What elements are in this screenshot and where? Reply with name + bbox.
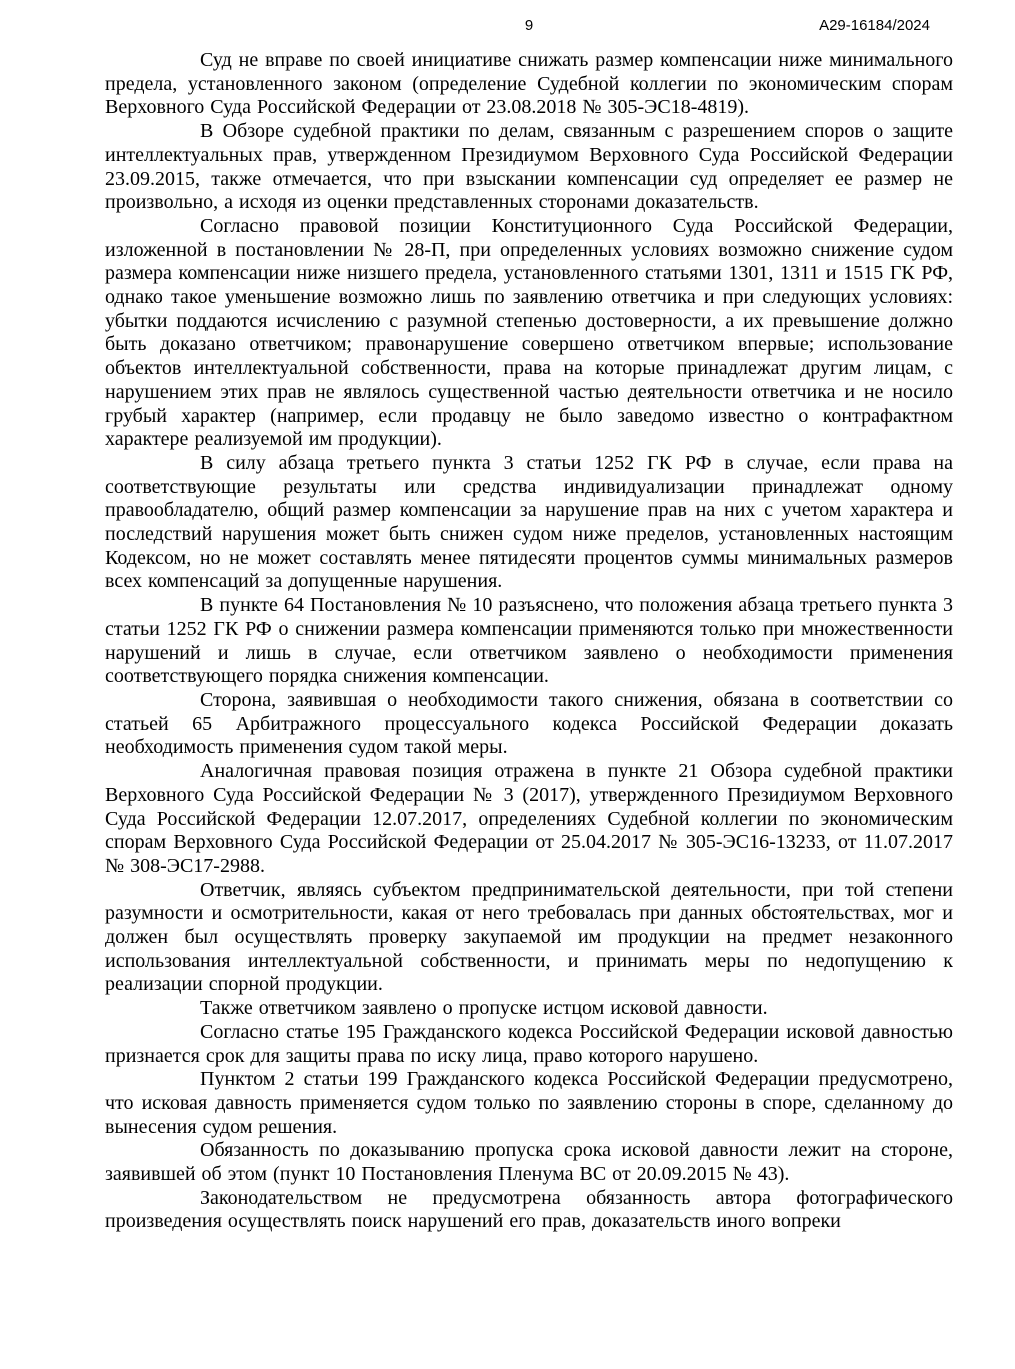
document-body: [105, 49, 953, 1234]
paragraph-05: В пункте 64 Постановления № 10 разъяснено, что положения абзаца третьего пункта 3 статьи 1252 ГК РФ о снижении размера компенсации применяются только при множественности нарушений и лишь в случае, если ответчиком заявлено о необходимости применения соответствующего порядка снижения компенсации.: [105, 594, 953, 688]
paragraph-10: Согласно статье 195 Гражданского кодекса Российской Федерации исковой давностью признается срок для защиты права по иску лица, право которого нарушено.: [105, 1020, 953, 1067]
paragraph-07: Аналогичная правовая позиция отражена в пункте 21 Обзора судебной практики Верховного Суда Российской Федерации № 3 (2017), утвержденного Президиумом Верховного Суда Российской Федерации 12.07.2017, определениях Судебной коллегии по экономическим спорам Верховного Суда Российской Федерации от 25.04.2017 № 305-ЭС16-13233, от 11.07.2017 № 308-ЭС17-2988.: [105, 760, 953, 877]
paragraph-11: Пунктом 2 статьи 199 Гражданского кодекса Российской Федерации предусмотрено, что исковая давность применяется судом только по заявлению стороны в споре, сделанному до вынесения судом решения.: [105, 1068, 953, 1138]
paragraph-02: В Обзоре судебной практики по делам, связанным с разрешением споров о защите интеллектуальных прав, утвержденном Президиумом Верховного Суда Российской Федерации 23.09.2015, также отмечается, что при взыскании компенсации суд определяет ее размер не произвольно, а исходя из оценки представленных сторонами доказательств.: [105, 120, 953, 214]
page-number: 9: [524, 17, 534, 34]
case-number: А29-16184/2024: [819, 17, 930, 34]
paragraph-08: Ответчик, являясь субъектом предпринимательской деятельности, при той степени разумности и осмотрительности, какая от него требовалась при данных обстоятельствах, мог и должен был осуществлять проверку закупаемой им продукции на предмет незаконного использования интеллектуальной собственности, и принимать меры по недопущению к реализации спорной продукции.: [105, 878, 953, 996]
paragraph-13: Законодательством не предусмотрена обязанность автора фотографического произведения осуществлять поиск нарушений его прав, доказательств иного вопреки: [105, 1186, 953, 1233]
page-header: [105, 17, 953, 37]
paragraph-12: Обязанность по доказыванию пропуска срока исковой давности лежит на стороне, заявившей об этом (пункт 10 Постановления Пленума ВС от 20.09.2015 № 43).: [105, 1139, 953, 1186]
paragraph-06: Сторона, заявившая о необходимости такого снижения, обязана в соответствии со статьей 65 Арбитражного процессуального кодекса Российской Федерации доказать необходимость применения судом такой меры.: [105, 688, 953, 759]
paragraph-09: Также ответчиком заявлено о пропуске истцом исковой давности.: [200, 997, 768, 1020]
paragraph-04: В силу абзаца третьего пункта 3 статьи 1252 ГК РФ в случае, если права на соответствующие результаты или средства индивидуализации принадлежат одному правообладателю, общий размер компенсации за нарушение прав на них с учетом характера и последствий нарушения может быть снижен судом ниже пределов, установленных настоящим Кодексом, но не может составлять менее пятидесяти процентов суммы минимальных размеров всех компенсаций за допущенные нарушения.: [105, 451, 953, 593]
paragraph-01: Суд не вправе по своей инициативе снижать размер компенсации ниже минимального предела, установленного законом (определение Судебной коллегии по экономическим спорам Верховного Суда Российской Федерации от 23.08.2018 № 305-ЭС18-4819).: [105, 49, 953, 119]
paragraph-03: Согласно правовой позиции Конституционного Суда Российской Федерации, изложенной в постановлении № 28-П, при определенных условиях возможно снижение судом размера компенсации ниже низшего предела, установленного статьями 1301, 1311 и 1515 ГК РФ, однако такое уменьшение возможно лишь по заявлению ответчика и при следующих условиях: убытки поддаются исчислению с разумной степенью достоверности, а их превышение должно быть доказано ответчиком; правонарушение совершено ответчиком впервые; использование объектов интеллектуальной собственности, права на которые принадлежат другим лицам, с нарушением этих прав не являлось существенной частью деятельности ответчика и не носило грубый характер (например, если продавцу не было заведомо известно о контрафактном характере реализуемой им продукции).: [105, 214, 953, 451]
